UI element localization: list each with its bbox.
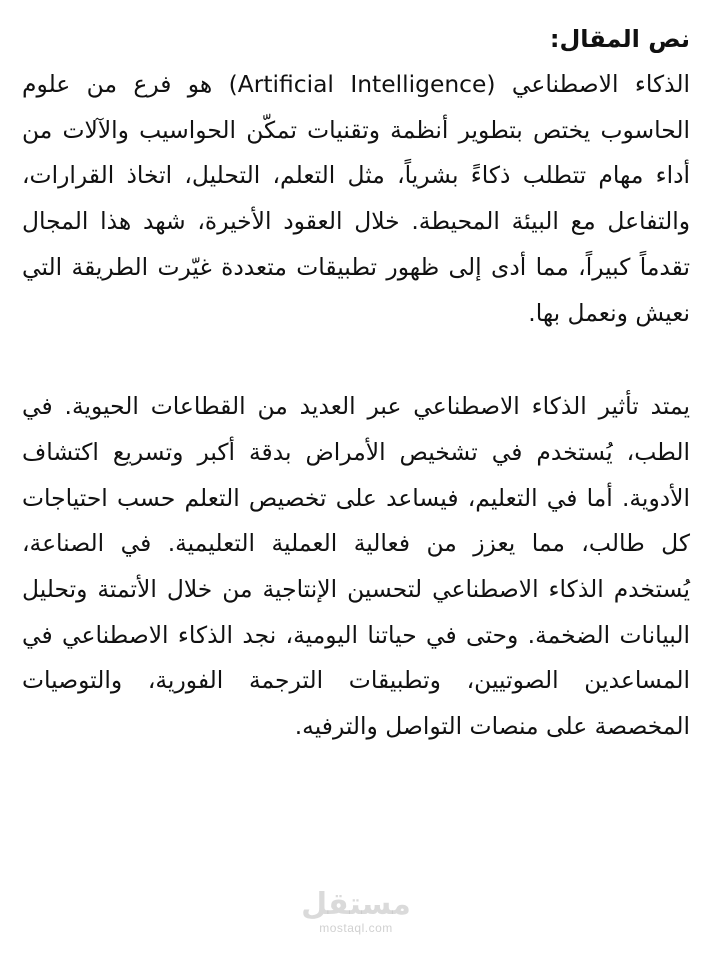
paragraph-1-body: ) هو فرع من علوم الحاسوب يختص بتطوير أنظمة وتقنيات تمكّن الحواسيب والآلات من أداء مهام تتطلب ذكاءً بشرياً، مثل التعلم، التحليل، اتخاذ القرارات، والتفاعل مع البيئة المحيطة. خلال العقود الأخيرة، شهد هذا المجال تقدماً كبيراً، مما أدى إلى ظهور تطبيقات متعددة غيّرت الطريقة التي نعيش ونعمل بها.	[22, 70, 690, 327]
paragraph-spacer	[22, 336, 690, 384]
english-term: Artificial Intelligence	[237, 70, 487, 98]
paragraph-1-intro: الذكاء الاصطناعي (	[486, 70, 691, 98]
watermark-logo: مستقل	[301, 887, 411, 922]
article-paragraph-1	[22, 62, 690, 336]
watermark-domain: mostaql.com	[319, 921, 393, 935]
article-paragraph-2: يمتد تأثير الذكاء الاصطناعي عبر العديد من القطاعات الحيوية. في الطب، يُستخدم في تشخيص الأمراض بدقة أكبر وتسريع اكتشاف الأدوية. أما في التعليم، فيساعد على تخصيص التعلم حسب احتياجات كل طالب، مما يعزز من فعالية العملية التعليمية. في الصناعة، يُستخدم الذكاء الاصطناعي لتحسين الإنتاجية من خلال الأتمتة وتحليل البيانات الضخمة. وحتى في حياتنا اليومية، نجد الذكاء الاصطناعي في المساعدين الصوتيين، وتطبيقات الترجمة الفورية، والتوصيات المخصصة على منصات التواصل والترفيه.	[22, 392, 690, 741]
article-heading: نص المقال:	[549, 25, 690, 53]
